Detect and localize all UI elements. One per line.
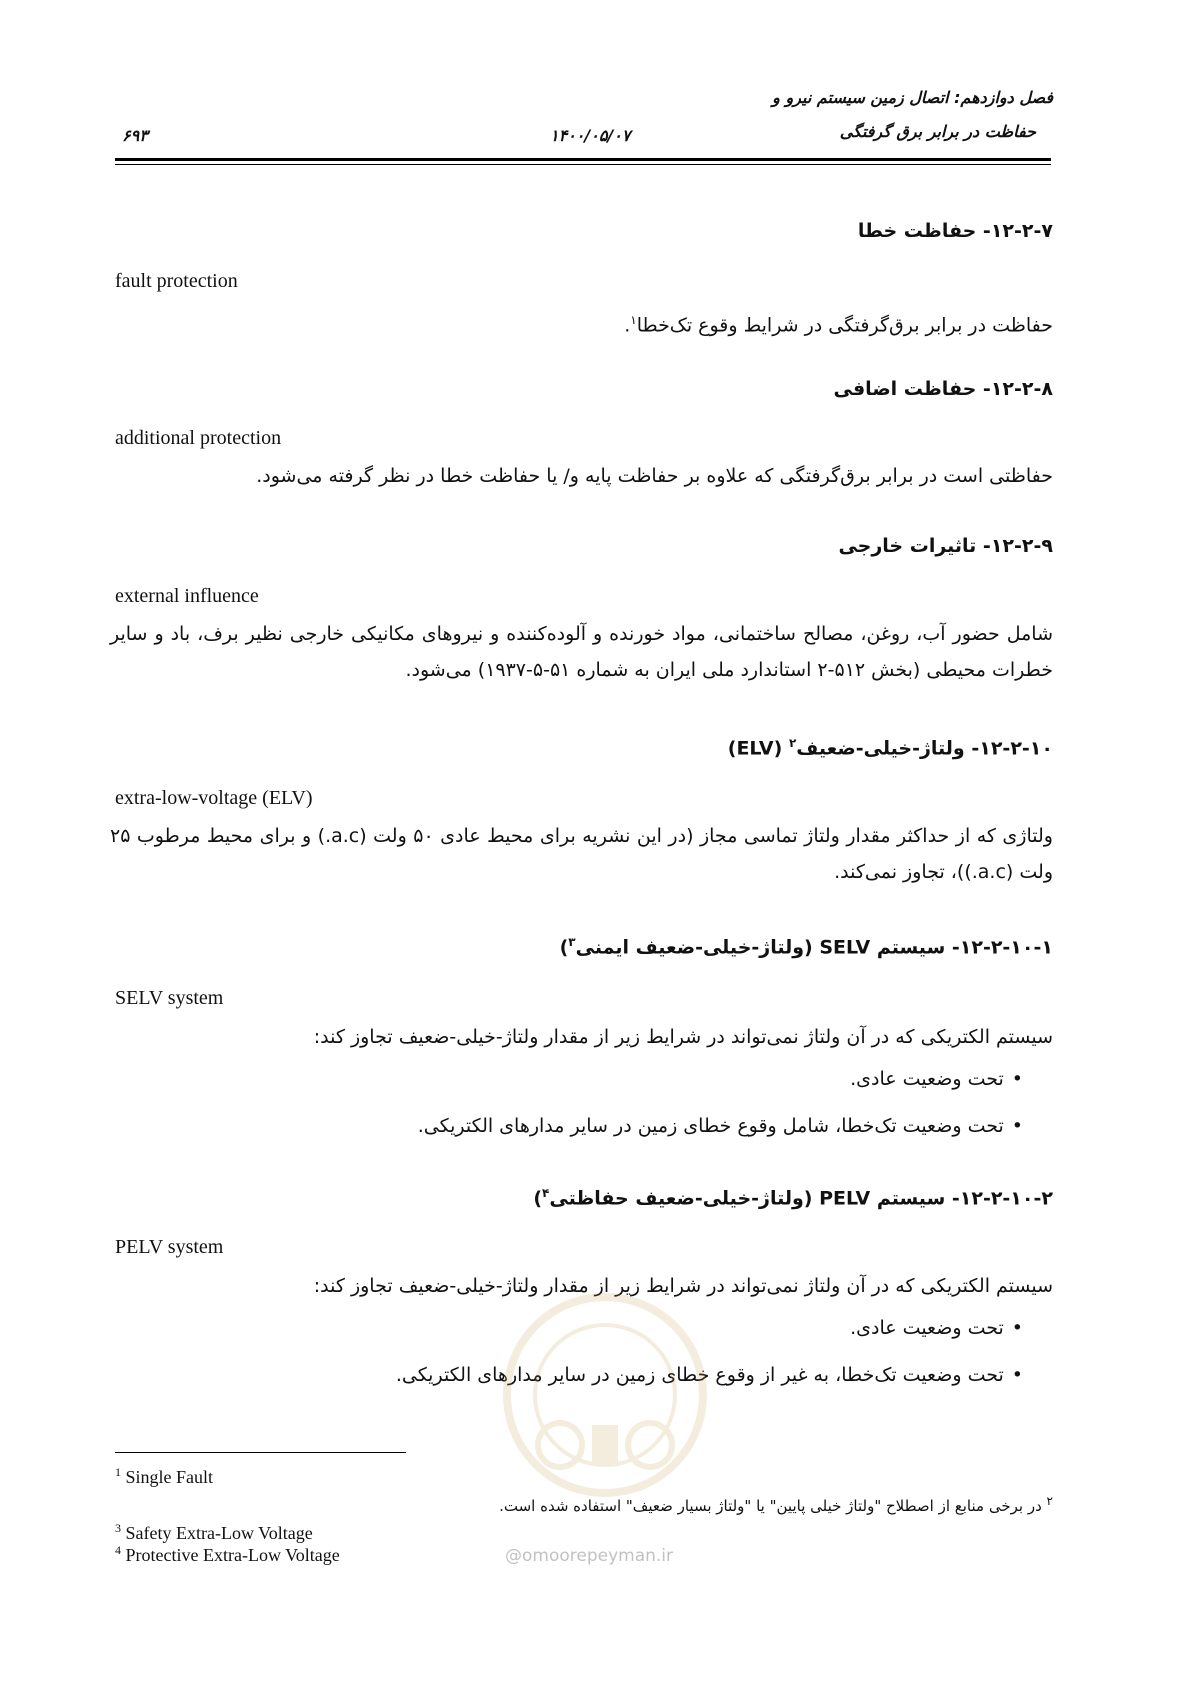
page-number: ۶۹۳ <box>122 126 148 145</box>
section-english-term: external influence <box>115 585 259 607</box>
footnote-rule <box>115 1452 406 1453</box>
section-heading-fault-protection: ۱۲-۲-۷- حفاظت خطا <box>857 220 1053 242</box>
footnote-3: $^3$ Safety Extra-Low Voltage <box>115 1521 313 1543</box>
bullet-item: •تحت وضعیت عادی. <box>850 1317 1023 1339</box>
chapter-title-line1: فصل دوازدهم: اتصال زمین سیستم نیرو و <box>772 88 1053 107</box>
section-body: شامل حضور آب، روغن، مصالح ساختمانی، مواد خورنده و آلوده‌کننده و نیروهای مکانیکی خارجی نظیر برف، باد و سایر خطرات محیطی (بخش ۵۱۲-۲ استاندارد ملی ایران به شماره ۵۱-۵-۱۹۳۷) می‌شود. <box>110 623 1053 681</box>
bullet-item: •تحت وضعیت تک‌خطا، شامل وقوع خطای زمین در سایر مدارهای الکتریکی. <box>417 1115 1023 1137</box>
section-body: حفاظت در برابر برق‌گرفتگی در شرایط وقوع تک‌خطا$^۱$. <box>624 313 1053 337</box>
header-rule-thick <box>115 158 1051 161</box>
section-heading-additional-protection: ۱۲-۲-۸- حفاظت اضافی <box>833 378 1053 400</box>
footnote-2: $^۲$ در برخی منابع از اصطلاح "ولتاژ خیلی پایین" یا "ولتاژ بسیار ضعیف" استفاده شده است. <box>499 1494 1053 1515</box>
footnote-1: $^1$ Single Fault <box>115 1465 214 1487</box>
section-english-term: additional protection <box>115 427 282 449</box>
chapter-title-line2: حفاظت در برابر برق گرفتگی <box>839 122 1036 141</box>
header-rule-thin <box>115 164 1051 165</box>
section-heading-external-influence: ۱۲-۲-۹- تاثیرات خارجی <box>838 535 1053 557</box>
section-body: حفاظتی است در برابر برق‌گرفتگی که علاوه بر حفاظت پایه و/ یا حفاظت خطا در نظر گرفته می‌شود. <box>256 465 1053 487</box>
section-english-term: SELV system <box>115 987 224 1009</box>
bullet-item: •تحت وضعیت تک‌خطا، به غیر از وقوع خطای زمین در سایر مدارهای الکتریکی. <box>395 1364 1023 1386</box>
footnote-4: $^4$ Protective Extra-Low Voltage <box>115 1543 340 1565</box>
section-body: ولتاژی که از حداکثر مقدار ولتاژ تماسی مجاز (در این نشریه برای محیط عادی ۵۰ ولت (a.c.) و برای محیط مرطوب ۲۵ ولت (a.c.))، تجاوز نمی‌کند. <box>110 825 1053 883</box>
footnote-ref-1: ۱ <box>630 313 637 327</box>
section-english-term: PELV system <box>115 1236 224 1258</box>
section-heading-pelv: ۱۲-۲-۱۰-۲- سیستم PELV (ولتاژ-خیلی-ضعیف حفاظتی$^۴$) <box>533 1186 1053 1210</box>
section-english-term: fault protection <box>115 270 238 292</box>
section-heading-elv: ۱۲-۲-۱۰- ولتاژ-خیلی-ضعیف$^۲$ (ELV) <box>727 736 1053 760</box>
bullet-item: •تحت وضعیت عادی. <box>850 1068 1023 1090</box>
watermark-logo-icon <box>500 1285 710 1505</box>
header-date: ۱۴۰۰/۰۵/۰۷ <box>550 126 631 145</box>
section-body: سیستم الکتریکی که در آن ولتاژ نمی‌تواند در شرایط زیر از مقدار ولتاژ-خیلی-ضعیف تجاوز کند: <box>313 1275 1053 1297</box>
section-body: سیستم الکتریکی که در آن ولتاژ نمی‌تواند در شرایط زیر از مقدار ولتاژ-خیلی-ضعیف تجاوز کند: <box>313 1026 1053 1048</box>
watermark-text: @omoorepeyman.ir <box>505 1546 674 1566</box>
section-english-term: extra-low-voltage (ELV) <box>115 787 313 809</box>
section-heading-selv: ۱۲-۲-۱۰-۱- سیستم SELV (ولتاژ-خیلی-ضعیف ایمنی$^۳$) <box>559 935 1053 959</box>
